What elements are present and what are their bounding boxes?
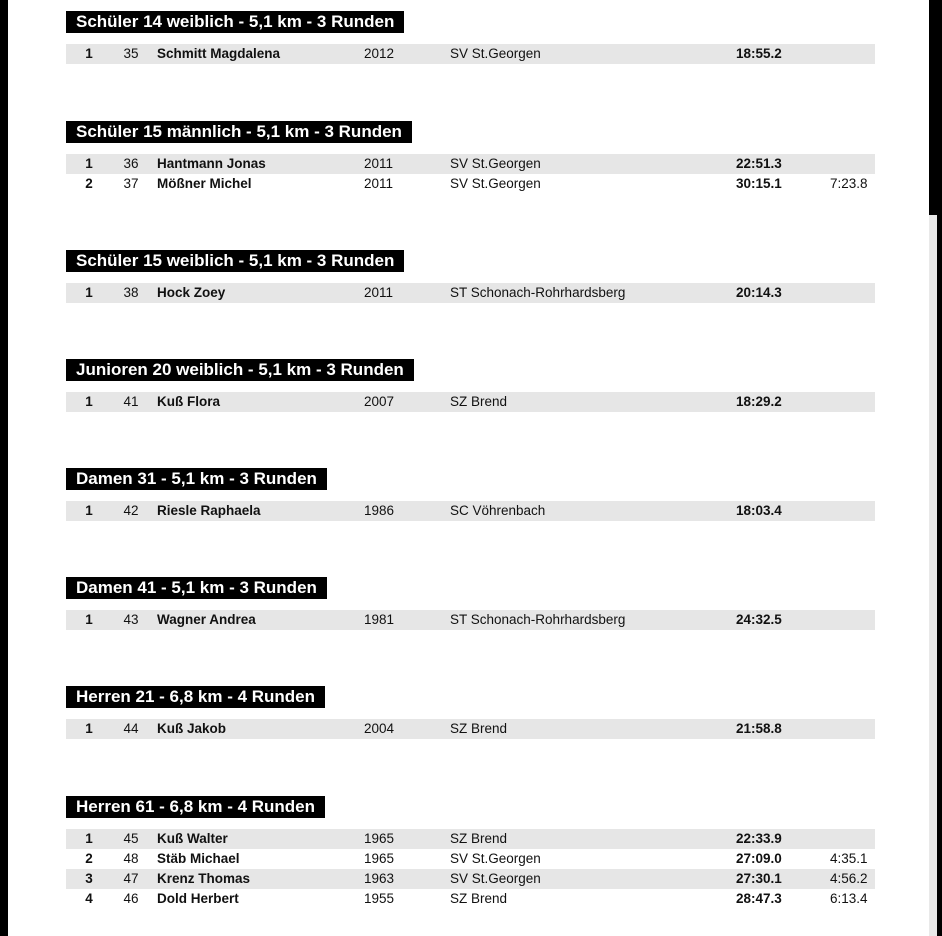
time-cell: 21:58.8 bbox=[736, 721, 782, 736]
time-cell: 18:55.2 bbox=[736, 46, 782, 61]
club-cell: ST Schonach-Rohrhardsberg bbox=[450, 612, 626, 627]
time-cell: 27:09.0 bbox=[736, 851, 782, 866]
name-cell: Wagner Andrea bbox=[157, 612, 256, 627]
year-cell: 2004 bbox=[364, 721, 395, 736]
name-cell: Kuß Walter bbox=[157, 831, 228, 846]
bib-cell: 35 bbox=[123, 46, 139, 61]
bib-cell: 45 bbox=[123, 831, 139, 846]
club-cell: SV St.Georgen bbox=[450, 156, 541, 171]
bib-cell: 41 bbox=[123, 394, 139, 409]
club-cell: SZ Brend bbox=[450, 831, 508, 846]
name-cell: Hantmann Jonas bbox=[157, 156, 266, 171]
result-row bbox=[66, 174, 875, 194]
section-title: Herren 21 - 6,8 km - 4 Runden bbox=[66, 686, 325, 708]
name-cell: Krenz Thomas bbox=[157, 871, 251, 886]
rank-cell: 1 bbox=[85, 394, 93, 409]
name-cell: Kuß Flora bbox=[157, 394, 220, 409]
year-cell: 2011 bbox=[364, 156, 394, 171]
result-row bbox=[66, 610, 875, 630]
club-cell: SZ Brend bbox=[450, 394, 508, 409]
rank-cell: 4 bbox=[85, 891, 93, 906]
time-cell: 18:29.2 bbox=[736, 394, 782, 409]
rank-cell: 1 bbox=[85, 156, 93, 171]
year-cell: 2012 bbox=[364, 46, 395, 61]
section-title: Junioren 20 weiblich - 5,1 km - 3 Runden bbox=[66, 359, 414, 381]
section-title: Damen 31 - 5,1 km - 3 Runden bbox=[66, 468, 327, 490]
result-row bbox=[66, 392, 875, 412]
name-cell: Stäb Michael bbox=[157, 851, 240, 866]
result-row bbox=[66, 283, 875, 303]
result-row bbox=[66, 154, 875, 174]
section-title: Schüler 15 männlich - 5,1 km - 3 Runden bbox=[66, 121, 412, 143]
result-row bbox=[66, 849, 875, 869]
gap-cell: 4:35.1 bbox=[830, 851, 868, 866]
bib-cell: 44 bbox=[123, 721, 139, 736]
year-cell: 1955 bbox=[364, 891, 395, 906]
result-row bbox=[66, 829, 875, 849]
rank-cell: 2 bbox=[85, 176, 93, 191]
year-cell: 1963 bbox=[364, 871, 395, 886]
club-cell: SZ Brend bbox=[450, 721, 508, 736]
time-cell: 20:14.3 bbox=[736, 285, 782, 300]
section-title: Herren 61 - 6,8 km - 4 Runden bbox=[66, 796, 325, 818]
gap-cell: 7:23.8 bbox=[830, 176, 868, 191]
rank-cell: 1 bbox=[85, 831, 93, 846]
result-row bbox=[66, 889, 875, 909]
club-cell: SV St.Georgen bbox=[450, 871, 541, 886]
rank-cell: 1 bbox=[85, 612, 93, 627]
time-cell: 27:30.1 bbox=[736, 871, 782, 886]
club-cell: SZ Brend bbox=[450, 891, 508, 906]
rank-cell: 1 bbox=[85, 46, 93, 61]
name-cell: Dold Herbert bbox=[157, 891, 239, 906]
bib-cell: 48 bbox=[123, 851, 139, 866]
bib-cell: 36 bbox=[123, 156, 139, 171]
bib-cell: 42 bbox=[123, 503, 139, 518]
time-cell: 24:32.5 bbox=[736, 612, 782, 627]
time-cell: 22:33.9 bbox=[736, 831, 782, 846]
section-title: Schüler 15 weiblich - 5,1 km - 3 Runden bbox=[66, 250, 404, 272]
gap-cell: 4:56.2 bbox=[830, 871, 868, 886]
name-cell: Hock Zoey bbox=[157, 285, 226, 300]
rank-cell: 1 bbox=[85, 503, 93, 518]
rank-cell: 2 bbox=[85, 851, 93, 866]
year-cell: 1965 bbox=[364, 851, 395, 866]
year-cell: 2011 bbox=[364, 285, 394, 300]
club-cell: SV St.Georgen bbox=[450, 176, 541, 191]
scrollbar-track[interactable] bbox=[929, 215, 937, 936]
rank-cell: 1 bbox=[85, 721, 93, 736]
result-row bbox=[66, 501, 875, 521]
name-cell: Kuß Jakob bbox=[157, 721, 227, 736]
year-cell: 2007 bbox=[364, 394, 395, 409]
year-cell: 1965 bbox=[364, 831, 395, 846]
club-cell: ST Schonach-Rohrhardsberg bbox=[450, 285, 626, 300]
club-cell: SC Vöhrenbach bbox=[450, 503, 546, 518]
rank-cell: 1 bbox=[85, 285, 93, 300]
name-cell: Schmitt Magdalena bbox=[157, 46, 281, 61]
time-cell: 22:51.3 bbox=[736, 156, 782, 171]
result-row bbox=[66, 44, 875, 64]
gap-cell: 6:13.4 bbox=[830, 891, 868, 906]
bib-cell: 38 bbox=[123, 285, 139, 300]
section-title: Damen 41 - 5,1 km - 3 Runden bbox=[66, 577, 327, 599]
section-title: Schüler 14 weiblich - 5,1 km - 3 Runden bbox=[66, 11, 404, 33]
club-cell: SV St.Georgen bbox=[450, 851, 541, 866]
time-cell: 30:15.1 bbox=[736, 176, 782, 191]
club-cell: SV St.Georgen bbox=[450, 46, 541, 61]
result-row bbox=[66, 719, 875, 739]
bib-cell: 46 bbox=[123, 891, 139, 906]
bib-cell: 47 bbox=[123, 871, 139, 886]
name-cell: Riesle Raphaela bbox=[157, 503, 261, 518]
bib-cell: 37 bbox=[123, 176, 139, 191]
year-cell: 2011 bbox=[364, 176, 394, 191]
year-cell: 1981 bbox=[364, 612, 395, 627]
rank-cell: 3 bbox=[85, 871, 93, 886]
time-cell: 18:03.4 bbox=[736, 503, 782, 518]
results-page bbox=[8, 0, 929, 936]
time-cell: 28:47.3 bbox=[736, 891, 782, 906]
result-row bbox=[66, 869, 875, 889]
bib-cell: 43 bbox=[123, 612, 139, 627]
name-cell: Mößner Michel bbox=[157, 176, 252, 191]
year-cell: 1986 bbox=[364, 503, 395, 518]
